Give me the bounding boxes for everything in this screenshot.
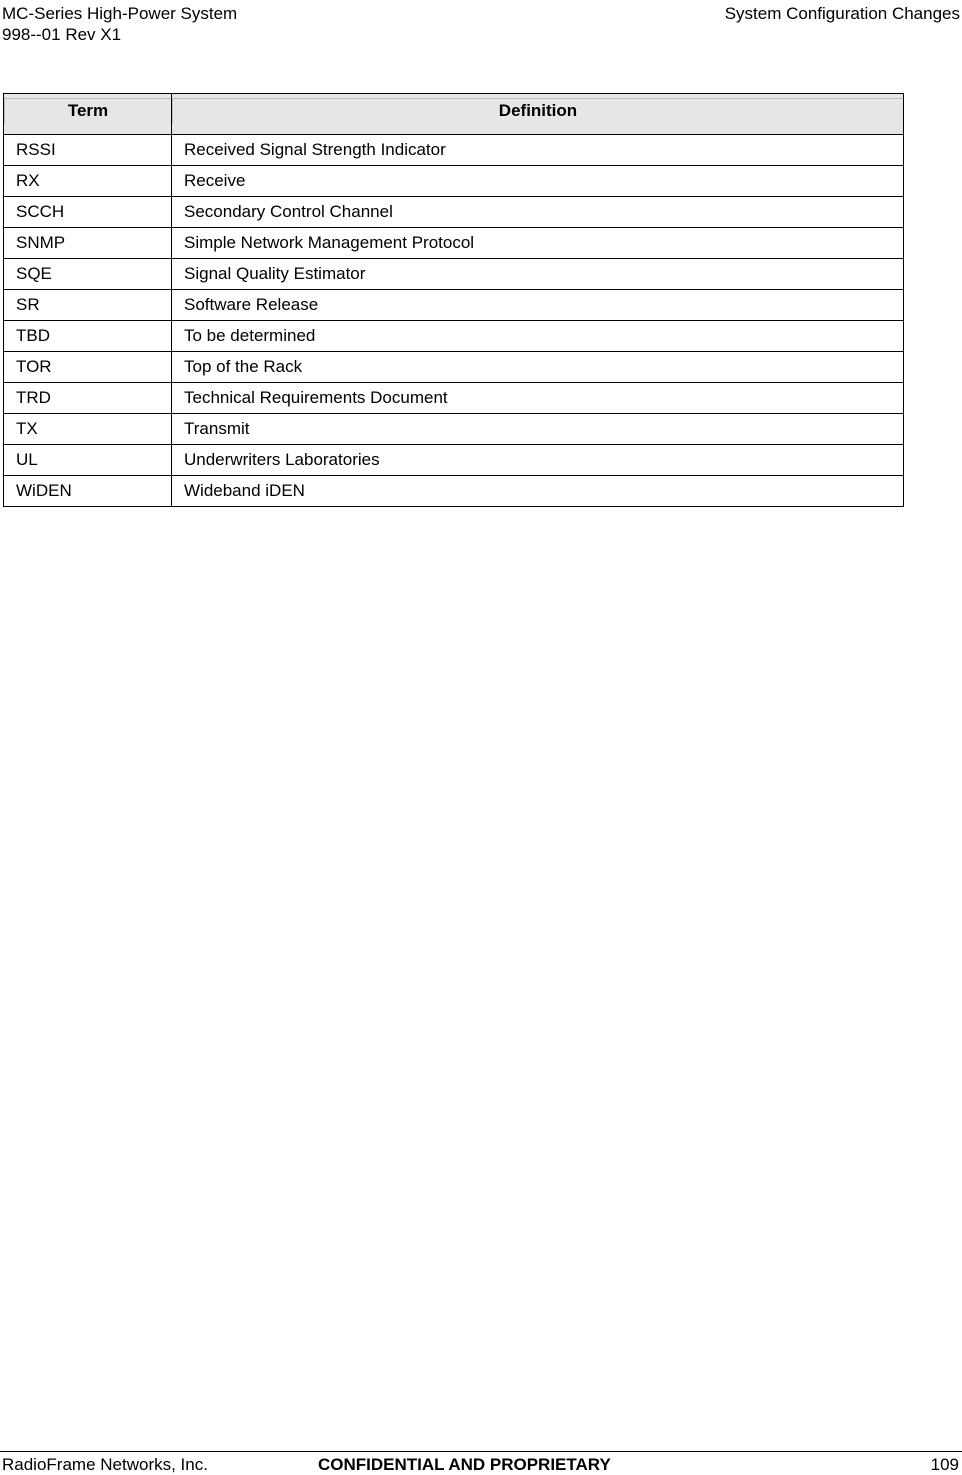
term-cell: SNMP: [4, 228, 172, 259]
term-cell: SCCH: [4, 197, 172, 228]
column-header-definition: Definition: [172, 94, 904, 135]
definition-cell: Software Release: [172, 290, 904, 321]
column-header-term: Term: [4, 94, 172, 135]
footer-confidentiality: CONFIDENTIAL AND PROPRIETARY: [318, 1455, 611, 1474]
definition-cell: Technical Requirements Document: [172, 383, 904, 414]
footer-company: RadioFrame Networks, Inc.: [2, 1455, 208, 1474]
term-cell: UL: [4, 445, 172, 476]
definition-cell: Transmit: [172, 414, 904, 445]
term-cell: RX: [4, 166, 172, 197]
term-cell: RSSI: [4, 135, 172, 166]
definition-cell: Secondary Control Channel: [172, 197, 904, 228]
table-row: [4, 321, 904, 352]
term-cell: SQE: [4, 259, 172, 290]
table-row: [4, 197, 904, 228]
footer-divider: [0, 1451, 962, 1452]
definition-cell: Simple Network Management Protocol: [172, 228, 904, 259]
definition-cell: Received Signal Strength Indicator: [172, 135, 904, 166]
table-row: [4, 166, 904, 197]
document-title: MC-Series High-Power System: [2, 4, 238, 23]
table-row: [4, 259, 904, 290]
glossary-table: [3, 93, 904, 507]
table-row: [4, 228, 904, 259]
table-row: [4, 414, 904, 445]
table-row: [4, 135, 904, 166]
definition-cell: Signal Quality Estimator: [172, 259, 904, 290]
term-cell: TOR: [4, 352, 172, 383]
table-row: [4, 445, 904, 476]
section-title: System Configuration Changes: [724, 4, 960, 23]
table-row: [4, 476, 904, 507]
header-left: [2, 3, 237, 45]
table-row: [4, 352, 904, 383]
document-number: 998--01 Rev X1: [2, 25, 122, 44]
table-row: [4, 290, 904, 321]
definition-cell: Receive: [172, 166, 904, 197]
table-row: [4, 383, 904, 414]
definition-cell: Wideband iDEN: [172, 476, 904, 507]
term-cell: TX: [4, 414, 172, 445]
table-header-row: [4, 94, 904, 135]
term-cell: TBD: [4, 321, 172, 352]
page-number: 109: [930, 1455, 959, 1474]
term-cell: WiDEN: [4, 476, 172, 507]
definition-cell: Top of the Rack: [172, 352, 904, 383]
term-cell: TRD: [4, 383, 172, 414]
term-cell: SR: [4, 290, 172, 321]
definition-cell: Underwriters Laboratories: [172, 445, 904, 476]
definition-cell: To be determined: [172, 321, 904, 352]
